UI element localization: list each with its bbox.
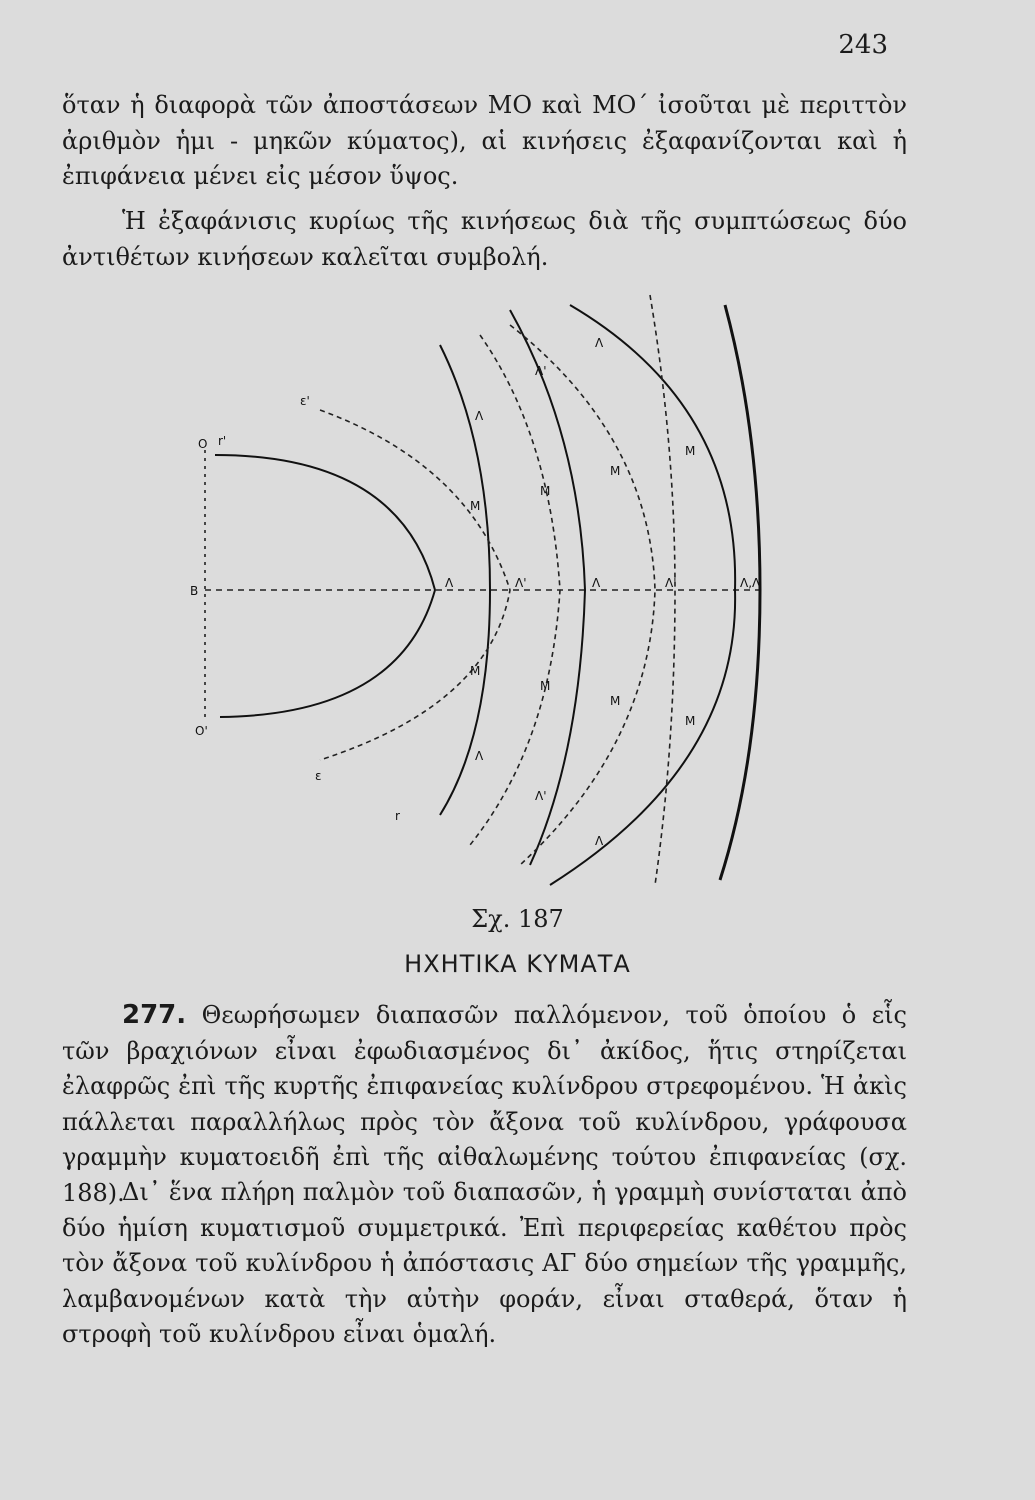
- paragraph-277-text: Θεωρήσωμεν διαπασῶν παλλόμενον, τοῦ ὁποίου ὁ εἷς τῶν βραχιόνων εἶναι ἐφωδιασμένος δι᾽ ἀκίδος, ἥτις στηρίζεται ἐλαφρῶς ἐπὶ τῆς κυρτῆς ἐπιφανείας κυλίνδρου στρεφομένου. Ἡ ἀκὶς πάλλεται παραλλήλως πρὸς τὸν ἄξονα τοῦ κυλίνδρου, γράφουσα γραμμὴν κυματοειδῆ ἐπὶ τῆς αἰθαλωμένης τούτου ἐπιφανείας (σχ. 188).: [62, 1001, 907, 1207]
- label-lambda-prime-2: Λ': [515, 576, 527, 590]
- interference-figure: [150, 285, 800, 900]
- page-number: 243: [838, 30, 888, 60]
- figure-caption: Σχ. 187: [471, 905, 564, 933]
- label-b: B: [190, 584, 199, 598]
- label-lambda-2: Λ: [595, 336, 604, 350]
- label-r-prime: r': [218, 434, 227, 448]
- label-lambda-prime-3: Λ': [665, 576, 677, 590]
- wavefront-solid-1: [215, 455, 435, 717]
- label-m-6: M: [540, 679, 551, 693]
- label-m-5: M: [470, 664, 481, 678]
- label-lambda-3: Λ: [445, 576, 454, 590]
- wavefront-dashed-3: [510, 325, 655, 865]
- label-m-2: M: [540, 484, 551, 498]
- paragraph-number: 277.: [122, 1000, 187, 1030]
- label-lambda-1: Λ: [475, 409, 484, 423]
- section-heading: ΗΧΗΤΙΚΑ ΚΥΜΑΤΑ: [404, 950, 631, 978]
- label-lambda-4: Λ: [592, 576, 601, 590]
- label-o: O: [198, 437, 208, 451]
- label-lambda-prime-4: Λ': [535, 789, 547, 803]
- label-m-7: M: [610, 694, 621, 708]
- label-epsilon-prime: ε': [300, 394, 310, 408]
- label-m-1: M: [470, 499, 481, 513]
- label-m-8: M: [685, 714, 696, 728]
- label-lambda-end: Λ,Λ: [740, 576, 761, 590]
- wavefront-dashed-1: [320, 410, 510, 760]
- wavefront-solid-5: [720, 305, 760, 880]
- label-lambda-6: Λ: [595, 834, 604, 848]
- paragraph-interference-condition: ὅταν ἡ διαφορὰ τῶν ἀποστάσεων ΜΟ καὶ ΜΟ΄ ἰσοῦται μὲ περιττὸν ἀριθμὸν ἡμι - μηκῶν κύματος), αἱ κινήσεις ἐξαφανίζονται καὶ ἡ ἐπιφάνεια μένει εἰς μέσον ὕψος.: [62, 91, 907, 190]
- label-o-prime: O': [195, 724, 208, 738]
- paragraph-interference-definition: Ἡ ἐξαφάνισις κυρίως τῆς κινήσεως διὰ τῆς συμπτώσεως δύο ἀντιθέτων κινήσεων καλεῖται συμβολή.: [62, 207, 907, 271]
- label-lambda-prime-1: Λ': [535, 364, 547, 378]
- label-m-3: M: [610, 464, 621, 478]
- paragraph-period: Δι᾽ ἕνα πλήρη παλμὸν τοῦ διαπασῶν, ἡ γραμμὴ συνίσταται ἀπὸ δύο ἡμίση κυματισμοῦ συμμετρικά. Ἐπὶ περιφερείας καθέτου πρὸς τὸν ἄξονα τοῦ κυλίνδρου ἡ ἀπόστασις ΑΓ δύο σημείων τῆς γραμμῆς, λαμβανομένων κατὰ τὴν αὐτὴν φοράν, εἶναι σταθερά, ὅταν ἡ στροφὴ τοῦ κυλίνδρου εἶναι ὁμαλή.: [62, 1178, 907, 1348]
- wavefront-solid-4: [550, 305, 735, 885]
- label-m-4: M: [685, 444, 696, 458]
- label-epsilon: ε: [315, 769, 322, 783]
- label-lambda-5: Λ: [475, 749, 484, 763]
- label-r: r: [395, 809, 400, 823]
